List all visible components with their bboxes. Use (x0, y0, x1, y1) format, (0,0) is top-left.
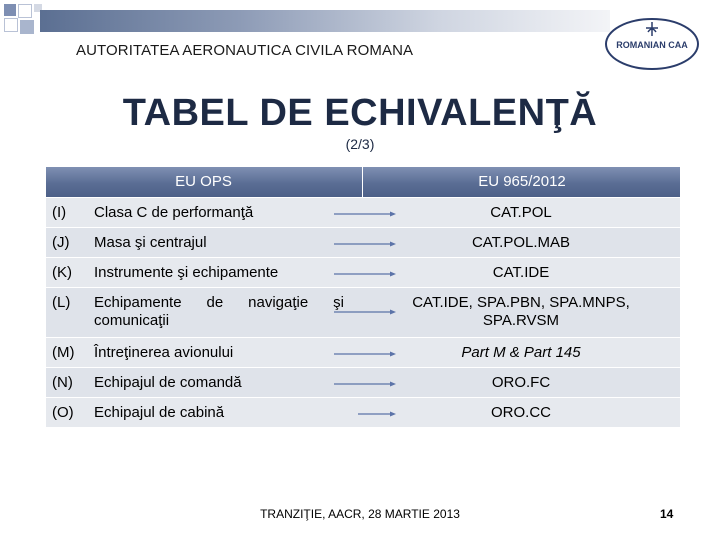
column-header-eu-ops: EU OPS (175, 173, 232, 190)
row-description: Echipamente de navigaţie şi comunicaţii (94, 294, 344, 329)
authority-name: AUTORITATEA AERONAUTICA CIVILA ROMANA (76, 42, 414, 59)
row-equivalent: CAT.IDE (492, 264, 550, 281)
row-code: (M) (52, 344, 75, 361)
equivalence-table (46, 167, 680, 427)
row-description: Întreţinerea avionului (94, 344, 234, 361)
row-code: (L) (52, 294, 71, 311)
table-row (46, 397, 680, 427)
decor-square-3 (4, 18, 18, 32)
row-description: Masa şi centrajul (94, 234, 207, 251)
decor-square-2 (18, 4, 32, 18)
page-title: TABEL DE ECHIVALENŢĂ (122, 92, 598, 134)
decor-square-1 (4, 4, 16, 16)
table-row (46, 257, 680, 287)
romanian-caa-logo (602, 14, 702, 74)
page-subtitle: (2/3) (345, 136, 375, 152)
row-equivalent: ORO.FC (491, 374, 551, 391)
row-equivalent: CAT.IDE, SPA.PBN, SPA.MNPS, SPA.RVSM (412, 294, 630, 329)
row-description: Echipajul de cabină (94, 404, 225, 421)
row-code: (K) (52, 264, 72, 281)
footer-text: TRANZIŢIE, AACR, 28 MARTIE 2013 (260, 507, 460, 521)
row-description: Clasa C de performanţă (94, 204, 254, 221)
table-row (46, 287, 680, 337)
row-equivalent: CAT.POL.MAB (471, 234, 571, 251)
row-equivalent: Part M & Part 145 (461, 344, 581, 361)
row-code: (J) (52, 234, 70, 251)
row-description: Instrumente şi echipamente (94, 264, 279, 281)
table-row (46, 227, 680, 257)
table-header (46, 167, 680, 197)
page-number: 14 (660, 507, 674, 521)
row-code: (O) (52, 404, 74, 421)
decor-square-4 (20, 20, 34, 34)
table-row (46, 367, 680, 397)
svg-text:ROMANIAN CAA: ROMANIAN CAA (616, 40, 688, 50)
row-equivalent: CAT.POL (490, 204, 552, 221)
row-code: (N) (52, 374, 73, 391)
row-description: Echipajul de comandă (94, 374, 242, 391)
table-row (46, 337, 680, 367)
row-equivalent: ORO.CC (491, 404, 551, 421)
table-row (46, 197, 680, 227)
row-code: (I) (52, 204, 67, 221)
column-header-eu-965: EU 965/2012 (362, 167, 681, 197)
header-gradient-band (40, 10, 610, 32)
